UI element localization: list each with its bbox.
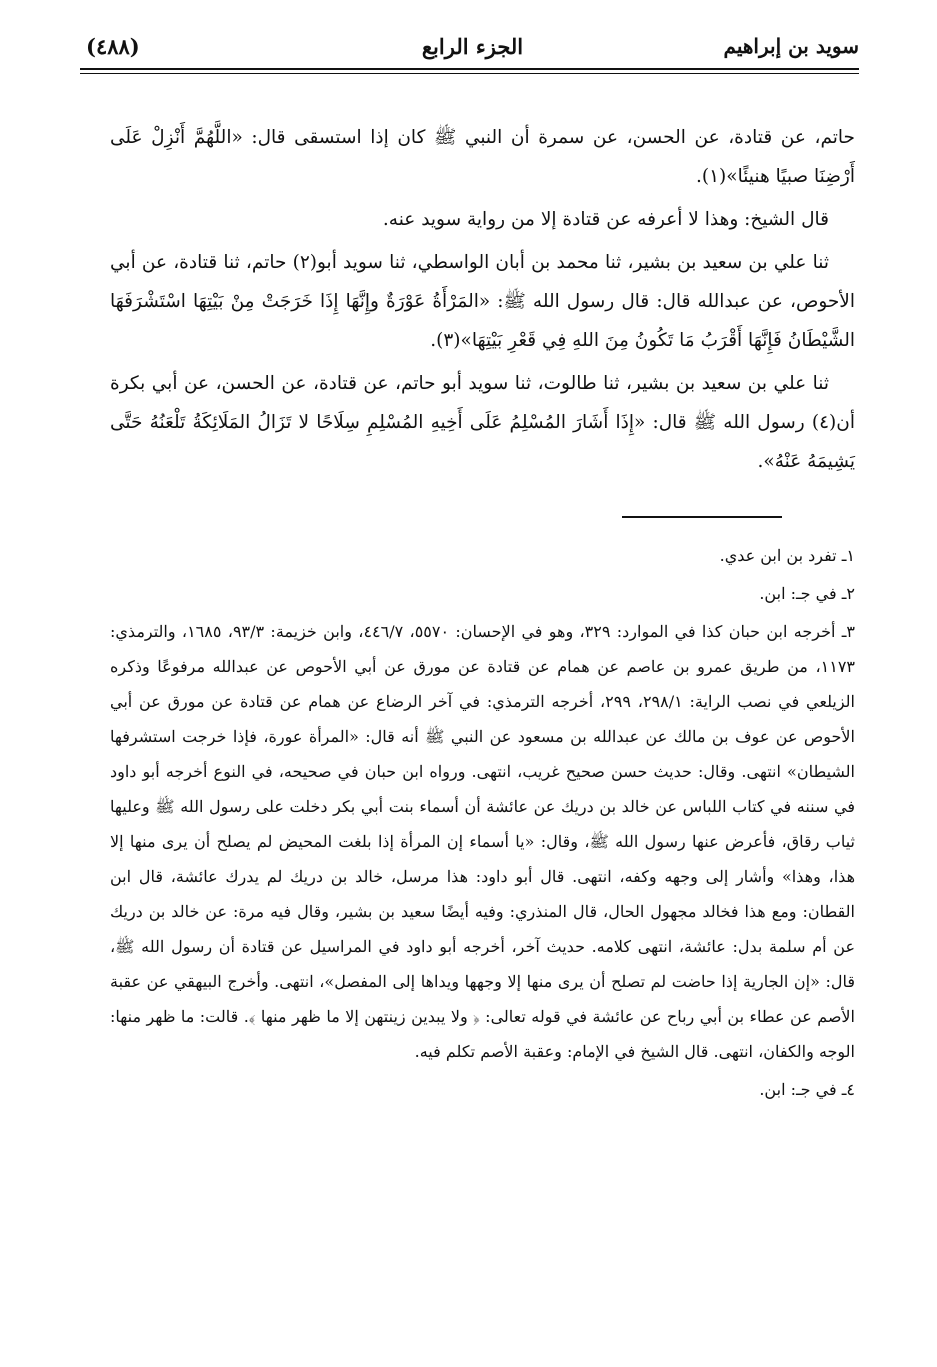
section-title: سويد بن إبراهيم <box>723 34 859 58</box>
page-header <box>86 28 859 68</box>
volume-title: الجزء الرابع <box>421 34 524 59</box>
paragraph: قال الشيخ: وهذا لا أعرفه عن قتادة إلا من رواية سويد عنه. <box>382 209 829 230</box>
footnote: ٣ـ أخرجه ابن حبان كذا في الموارد: ٣٢٩، وهو في الإحسان: ٥٥٧٠، ٤٤٦/٧، وابن خزيمة: ٩٣/٣، ١٦٨٥، والترمذي: ١١٧٣، من طريق عمرو بن عاصم عن همام عن قتادة عن مورق عن أبي الأحوص عن عبدالله مرفوعًا وذكره الزيلعي في نصب الراية: ٢٩٨/١، ٢٩٩، أخرجه الترمذي: في آخر الرضاع عن همام عن قتادة عن مورق عن أبي الأحوص عن عوف بن مالك عن عبدالله بن مسعود عن النبي ﷺ أنه قال: «المرأة عورة، فإذا خرجت استشرفها الشيطان» انتهى. وقال: حديث حسن صحيح غريب، انتهى. ورواه ابن حبان في صحيحه، في النوع أخرجه أبو داود في سننه في كتاب اللباس عن خالد بن دريك عن عائشة أن أسماء بنت أبي بكر دخلت على رسول الله ﷺ وعليها ثياب رقاق، فأعرض عنها رسول الله ﷺ، وقال: «يا أسماء إن المرأة إذا بلغت المحيض لم يصلح أن يرى منها إلا هذا، وهذا» وأشار إلى وجهه وكفه، انتهى. قال أبو داود: هذا مرسل، خالد بن دريك لم يدرك عائشة، قال ابن القطان: ومع هذا فخالد مجهول الحال، قال المنذري: وفيه أيضًا سعيد بن بشير، وقال فيه مرة: عن خالد بن دريك عن أم سلمة بدل: عائشة، انتهى كلامه. حديث آخر، أخرجه أبو داود في المراسيل عن قتادة أن رسول الله ﷺ، قال: «إن الجارية إذا حاضت لم تصلح أن يرى منها إلا وجهها ويداها إلى المفصل»، انتهى. وأخرج البيهقي عن عقبة الأصم عن عطاء بن أبي رباح عن عائشة في قوله تعالى: ﴿ ولا يبدين زينتهن إلا ما ظهر منها ﴾. قالت: ما ظهر منها: الوجه والكفان، انتهى. قال الشيخ في الإمام: وعقبة الأصم تكلم فيه. <box>110 622 856 1061</box>
footnote: ١ـ تفرد بن ابن عدي. <box>719 546 855 565</box>
footnotes <box>110 538 855 1110</box>
footnote: ٢ـ في جـ: ابن. <box>759 584 855 603</box>
paragraph: حاتم، عن قتادة، عن الحسن، عن سمرة أن النبي ﷺ كان إذا استسقى قال: «اللَّهُمَّ أَنْزِلْ عَلَى أَرْضِنَا صبيًا هنيئًا»(١). <box>110 127 855 187</box>
footnote: ٤ـ في جـ: ابن. <box>759 1080 855 1099</box>
header-rule <box>80 68 859 74</box>
paragraph: ثنا علي بن سعيد بن بشير، ثنا طالوت، ثنا سويد أبو حاتم، عن قتادة، عن الحسن، عن أبي بكرة أن(٤) رسول الله ﷺ قال: «إِذَا أَشَارَ المُسْلِمُ عَلَى أَخِيهِ المُسْلِمِ سِلَاحًا لا تَزَالُ المَلَائِكَةُ تَلْعَنُهُ حَتَّى يَشِيمَهُ عَنْهُ». <box>110 373 855 472</box>
page-number: (٤٨٨) <box>86 34 140 59</box>
paragraph: ثنا علي بن سعيد بن بشير، ثنا محمد بن أبان الواسطي، ثنا سويد أبو(٢) حاتم، ثنا قتادة، عن أبي الأحوص، عن عبدالله قال: قال رسول الله ﷺ: «المَرْأَةُ عَوْرَةٌ وإِنَّهَا إِذَا خَرَجَتْ مِنْ بَيْتِهَا اسْتَشْرَفَهَا الشَّيْطَانُ فَإِنَّهَا أَقْرَبُ مَا تَكُونُ مِنَ اللهِ فِي قَعْرِ بَيْتِهَا»(٣). <box>110 252 855 351</box>
main-text <box>110 118 855 485</box>
footnote-separator <box>622 516 782 518</box>
